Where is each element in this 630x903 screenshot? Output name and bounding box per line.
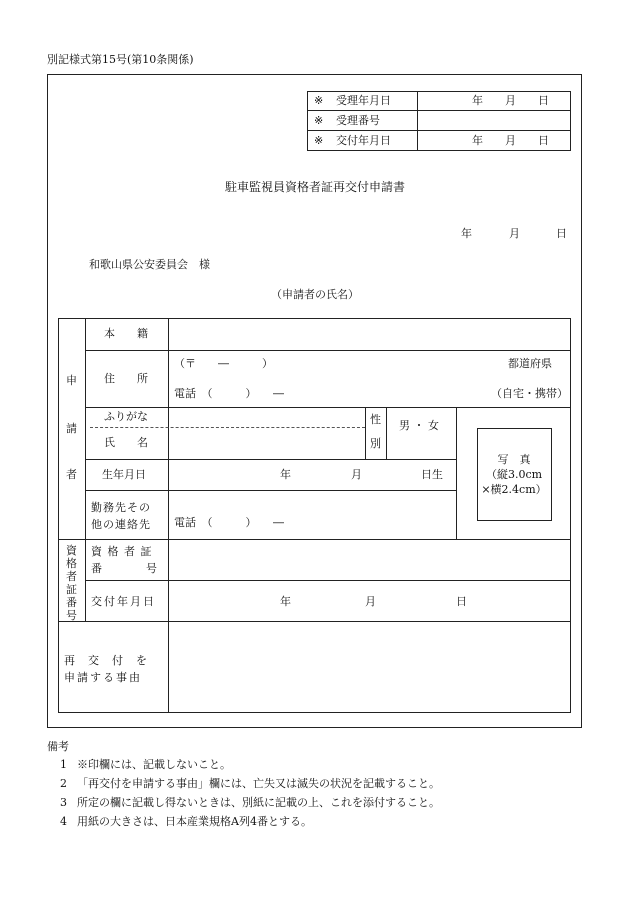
label-honseki: 本 籍 bbox=[104, 327, 148, 340]
phone-type-choice[interactable]: （自宅・携帯） bbox=[491, 387, 568, 400]
note-text: 所定の欄に記載し得ないときは、別紙に記載の上、これを添付すること。 bbox=[77, 796, 440, 809]
photo-size-label: （縦3.0cm bbox=[485, 468, 543, 481]
office-mark: ※ bbox=[314, 134, 324, 147]
applicant-name-note: （申請者の氏名） bbox=[271, 288, 359, 301]
office-mark: ※ bbox=[314, 94, 324, 107]
note-text: ※印欄には、記載しないこと。 bbox=[77, 758, 231, 771]
note-number: 4 bbox=[60, 815, 67, 828]
addressee: 和歌山県公安委員会 様 bbox=[89, 258, 210, 271]
side-label-applicant: 請 bbox=[66, 422, 77, 435]
label-issue-date: 交付年月日 bbox=[91, 595, 156, 608]
note-number: 1 bbox=[60, 758, 67, 771]
issue-day[interactable]: 日 bbox=[456, 595, 467, 608]
side-label-cert-number: 資格者証番号 bbox=[66, 544, 77, 622]
date-year: 年 bbox=[461, 227, 472, 240]
label-sex: 性 bbox=[370, 413, 381, 426]
side-label-applicant: 者 bbox=[66, 468, 77, 481]
office-mark: ※ bbox=[314, 114, 324, 127]
furigana-field[interactable] bbox=[169, 408, 365, 426]
label-workplace: 他の連絡先 bbox=[91, 518, 151, 531]
label-workplace: 勤務先その bbox=[91, 501, 151, 514]
issue-month[interactable]: 月 bbox=[365, 595, 376, 608]
birth-month[interactable]: 月 bbox=[351, 468, 362, 481]
side-label-applicant: 申 bbox=[66, 374, 77, 387]
label-reason: 再 交 付 を bbox=[64, 654, 148, 667]
label-cert-number: 資 格 者 証 bbox=[91, 545, 153, 558]
reason-field[interactable] bbox=[169, 622, 570, 712]
prefecture-label: 都道府県 bbox=[508, 357, 552, 370]
birth-day[interactable]: 日生 bbox=[421, 468, 443, 481]
date-month: 月 bbox=[509, 227, 520, 240]
notes-title: 備考 bbox=[47, 740, 69, 753]
label-name: 氏 名 bbox=[104, 436, 148, 449]
label-cert-number: 番 号 bbox=[91, 562, 157, 575]
office-label-receipt-date: 受理年月日 bbox=[336, 94, 391, 107]
postal-code-field[interactable]: （〒 ― ） bbox=[174, 357, 273, 370]
note-text: 用紙の大きさは、日本産業規格A列4番とする。 bbox=[77, 815, 312, 828]
office-label-receipt-number: 受理番号 bbox=[336, 114, 380, 127]
label-birthdate: 生年月日 bbox=[102, 468, 146, 481]
label-sex: 別 bbox=[370, 437, 381, 450]
note-text: 「再交付を申請する事由」欄には、亡失又は滅失の状況を記載すること。 bbox=[77, 777, 440, 790]
address-phone-field[interactable]: 電話 （ ） ― bbox=[174, 387, 284, 400]
date-day: 日 bbox=[556, 227, 567, 240]
name-field[interactable] bbox=[169, 428, 365, 459]
label-address: 住 所 bbox=[104, 372, 148, 385]
issue-year[interactable]: 年 bbox=[280, 595, 291, 608]
office-value-issue-date: 年 月 日 bbox=[472, 134, 549, 147]
workplace-phone-field[interactable]: 電話 （ ） ― bbox=[174, 516, 284, 529]
birth-year[interactable]: 年 bbox=[280, 468, 291, 481]
note-number: 2 bbox=[60, 777, 67, 790]
photo-label: 写 真 bbox=[497, 453, 531, 466]
form-number-label: 別記様式第15号(第10条関係) bbox=[47, 53, 194, 66]
note-number: 3 bbox=[60, 796, 67, 809]
cert-number-field[interactable] bbox=[169, 540, 570, 580]
sex-choice[interactable]: 男 ・ 女 bbox=[399, 419, 439, 432]
office-value-receipt-date: 年 月 日 bbox=[472, 94, 549, 107]
office-label-issue-date: 交付年月日 bbox=[336, 134, 391, 147]
document-title: 駐車監視員資格者証再交付申請書 bbox=[224, 180, 406, 194]
label-furigana: ふりがな bbox=[104, 410, 148, 423]
label-reason: 申請する事由 bbox=[64, 671, 142, 684]
photo-size-label: ×横2.4cm） bbox=[481, 483, 547, 496]
honseki-field[interactable] bbox=[169, 319, 570, 350]
